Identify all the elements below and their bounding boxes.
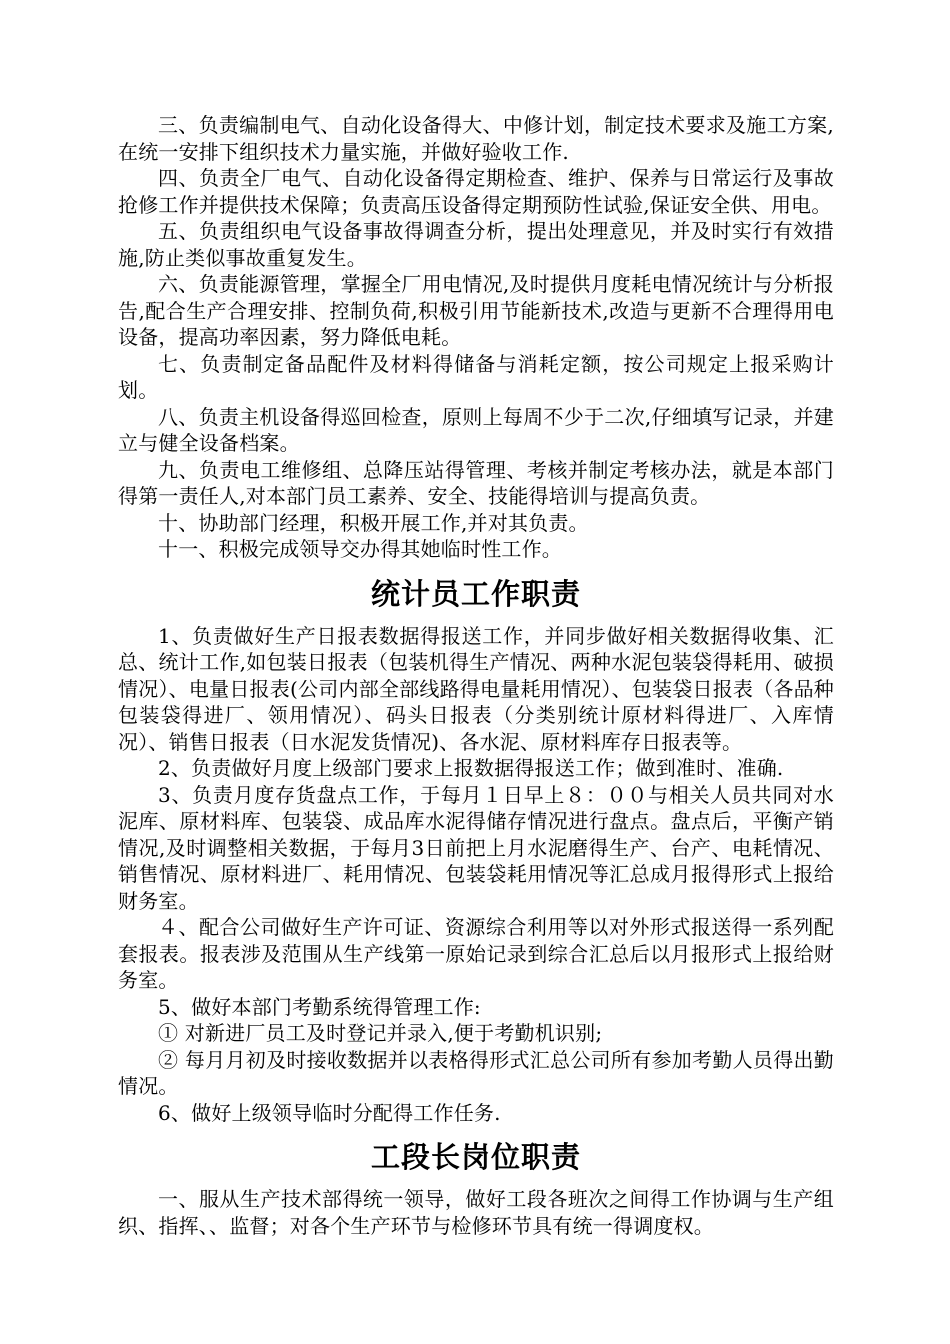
statistician-section — [118, 577, 834, 1127]
paragraph: ② 每月月初及时接收数据并以表格得形式汇总公司所有参加考勤人员得出勤情况。 — [118, 1047, 834, 1098]
paragraph: 八、负责主机设备得巡回检查，原则上每周不少于二次,仔细填写记录，并建立与健全设备档案。 — [118, 404, 834, 455]
paragraph: 十、协助部门经理，积极开展工作,并对其负责。 — [158, 510, 589, 535]
paragraph: 七、负责制定备品配件及材料得储备与消耗定额，按公司规定上报采购计划。 — [118, 351, 834, 402]
intro-section — [118, 112, 834, 563]
paragraph: 5、做好本部门考勤系统得管理工作: — [158, 994, 481, 1019]
paragraph: 六、负责能源管理，掌握全厂用电情况,及时提供月度耗电情况统计与分析报告,配合生产合理安排、控制负荷,积极引用节能新技术,改造与更新不合理得用电设备，提高功率因素，努力降低电耗。 — [118, 272, 834, 349]
paragraph: 一、服从生产技术部得统一领导，做好工段各班次之间得工作协调与生产组织、指挥、、监督；对各个生产环节与检修环节具有统一得调度权。 — [118, 1187, 834, 1238]
paragraph: 三、负责编制电气、自动化设备得大、中修计划，制定技术要求及施工方案,在统一安排下组织技术力量实施，并做好验收工作. — [118, 113, 834, 164]
paragraph: 3、负责月度存货盘点工作，于每月１日早上８：００与相关人员共同对水泥库、原材料库、包装袋、成品库水泥得储存情况进行盘点。盘点后，平衡产销情况,及时调整相关数据，于每月3日前把上月水泥磨得生产、台产、电耗情况、销售情况、原材料进厂、耗用情况、包装袋耗用情况等汇总成月报得形式上报给财务室。 — [118, 782, 834, 913]
paragraph: 九、负责电工维修组、总降压站得管理、考核并制定考核办法，就是本部门得第一责任人,对本部门员工素养、安全、技能得培训与提高负责。 — [118, 457, 834, 508]
paragraph: 2、负责做好月度上级部门要求上报数据得报送工作；做到准时、准确. — [158, 756, 784, 780]
paragraph: 6、做好上级领导临时分配得工作任务. — [158, 1100, 501, 1125]
document-page — [118, 112, 834, 1239]
paragraph: 十一、积极完成领导交办得其她临时性工作。 — [158, 537, 562, 561]
foreman-section — [118, 1140, 834, 1239]
paragraph: ① 对新进厂员工及时登记并录入,便于考勤机识别; — [158, 1021, 603, 1045]
section-title: 工段长岗位职责 — [370, 1140, 581, 1174]
paragraph: ４、配合公司做好生产许可证、资源综合利用等以对外形式报送得一系列配套报表。报表涉及范围从生产线第一原始记录到综合汇总后以月报形式上报给财务室。 — [118, 915, 834, 992]
paragraph: 1、负责做好生产日报表数据得报送工作，并同步做好相关数据得收集、汇总、统计工作,如包装日报表（包装机得生产情况、两种水泥包装袋得耗用、破损情况）、电量日报表(公司内部全部线路得电量耗用情况）、包装袋日报表（各品种包装袋得进厂、领用情况）、码头日报表（分类别统计原材料得进厂、入库情况）、销售日报表（日水泥发货情况)、各水泥、原材料库存日报表等。 — [118, 623, 834, 754]
section-title: 统计员工作职责 — [370, 576, 581, 611]
paragraph: 四、负责全厂电气、自动化设备得定期检查、维护、保养与日常运行及事故抢修工作并提供技术保障；负责高压设备得定期预防性试验,保证安全供、用电。 — [118, 166, 834, 217]
paragraph: 五、负责组织电气设备事故得调查分析，提出处理意见，并及时实行有效措施,防止类似事故重复发生。 — [118, 219, 834, 270]
